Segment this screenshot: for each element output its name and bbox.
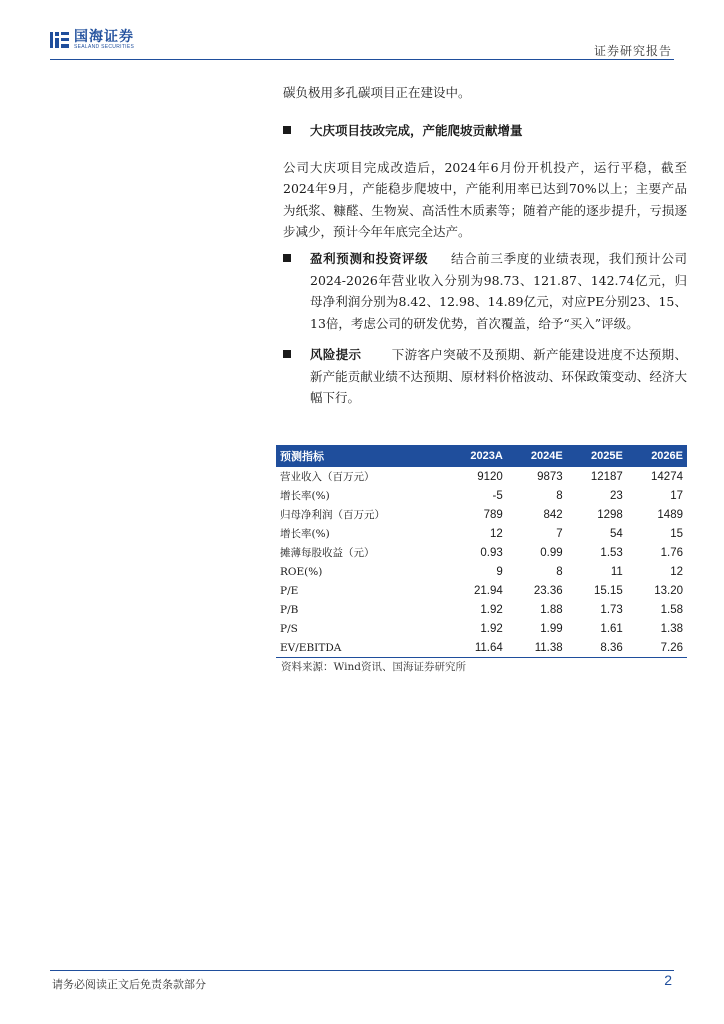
table-cell: 9120 — [477, 470, 503, 483]
table-header-cell: 预测指标 — [276, 445, 446, 467]
section-heading — [283, 120, 687, 142]
bullet-square-icon — [283, 350, 291, 358]
row-label: 增长率(%) — [280, 490, 330, 502]
page-number: 2 — [664, 972, 672, 988]
intro-text: 碳负极用多孔碳项目正在建设中。 — [283, 85, 471, 100]
table-cell: 1.76 — [660, 546, 683, 559]
table-cell: 1298 — [597, 508, 623, 521]
section-title: 大庆项目技改完成，产能爬坡贡献增量 — [310, 123, 523, 138]
section-body: 下游客户突破不及预期、新产能建设进度不达预期、新产能贡献业绩不达预期、原材料价格波动、环保政策变动、经济大幅下行。 — [310, 347, 687, 405]
section-heading — [283, 344, 687, 409]
table-cell: 789 — [483, 508, 503, 521]
report-type-label: 证券研究报告 — [593, 44, 672, 58]
table-cell: 1.61 — [600, 622, 623, 635]
table-cell: 7.26 — [627, 638, 687, 658]
footer-divider — [50, 970, 674, 971]
section-heading — [283, 248, 687, 334]
table-row — [276, 619, 687, 638]
table-cell: 8 — [556, 565, 563, 578]
row-label: 归母净利润（百万元） — [280, 509, 385, 521]
table-row — [276, 543, 687, 562]
row-label: 摊薄每股收益（元） — [280, 547, 375, 559]
table-row — [276, 505, 687, 524]
logo-name-en: SEALAND SECURITIES — [74, 44, 135, 50]
section-body: 公司大庆项目完成改造后，2024年6月份开机投产，运行平稳，截至2024年9月，产能稳步爬坡中，产能利用率已达到70%以上；主要产品为纸浆、糠醛、生物炭、高活性木质素等；随着产能的逐步提升，亏损逐步减少，预计今年年底完全达产。 — [283, 159, 687, 239]
table-cell: 1.99 — [540, 622, 563, 635]
table-row — [276, 600, 687, 619]
table-cell: 0.99 — [540, 546, 563, 559]
table-cell: 17 — [670, 489, 683, 502]
row-label: EV/EBITDA — [276, 638, 446, 658]
table-cell: 11.38 — [507, 638, 567, 658]
table-cell: 23 — [610, 489, 623, 502]
table-header-row — [276, 445, 687, 467]
table-cell: 15 — [670, 527, 683, 540]
table-cell: 1.92 — [480, 622, 503, 635]
section-title: 盈利预测和投资评级 — [310, 251, 429, 266]
logo-name-cn: 国海证券 — [74, 29, 134, 45]
table-row — [276, 581, 687, 600]
table-cell: 12 — [489, 527, 503, 540]
table-cell: 9 — [496, 565, 503, 578]
intro-block — [283, 82, 687, 104]
table-cell: 14274 — [651, 470, 683, 483]
table-cell: 1.92 — [480, 603, 503, 616]
table-cell: 12 — [670, 565, 683, 578]
table-cell: 12187 — [590, 470, 623, 483]
table-row — [276, 562, 687, 581]
section-risk — [283, 344, 687, 409]
table-cell: -5 — [492, 489, 503, 502]
table-row — [276, 486, 687, 505]
table-header-cell: 2023A — [446, 445, 507, 467]
table-cell: 842 — [543, 508, 563, 521]
forecast-table — [276, 445, 687, 658]
table-cell: 1.58 — [660, 603, 683, 616]
table-header-cell: 2026E — [627, 445, 687, 467]
table-cell: 8 — [556, 489, 563, 502]
logo-mark-icon — [50, 30, 70, 50]
table-cell: 8.36 — [567, 638, 627, 658]
table-cell: 23.36 — [533, 584, 563, 597]
section-daqing — [283, 120, 687, 243]
company-logo — [50, 30, 134, 50]
bullet-square-icon — [283, 254, 291, 262]
section-body: 结合前三季度的业绩表现，我们预计公司2024-2026年营业收入分别为98.73、121.87、142.74亿元，归母净利润分别为8.42、12.98、14.89亿元，对应PE分别23、15、13倍，考虑公司的研发优势，首次覆盖，给予“买入”评级。 — [310, 251, 687, 331]
table-header-cell: 2024E — [507, 445, 567, 467]
table-cell: 1.53 — [600, 546, 623, 559]
row-label: 营业收入（百万元） — [280, 471, 375, 483]
footer-disclaimer: 请务必阅读正文后免责条款部分 — [52, 978, 206, 991]
row-label: P/E — [280, 584, 299, 597]
section-forecast — [283, 248, 687, 334]
table-header-cell: 2025E — [567, 445, 627, 467]
table-cell: 15.15 — [594, 584, 623, 597]
table-cell: 1489 — [657, 508, 683, 521]
row-label: 增长率(%) — [280, 528, 330, 540]
table-row — [276, 524, 687, 543]
table-cell: 9873 — [537, 470, 563, 483]
table-cell: 11 — [610, 565, 623, 578]
table-cell: 1.88 — [540, 603, 563, 616]
table-source-note: 资料来源：Wind资讯、国海证券研究所 — [281, 661, 466, 673]
row-label: P/B — [280, 603, 299, 616]
table-row — [276, 638, 687, 658]
table-cell: 11.64 — [446, 638, 507, 658]
table-cell: 54 — [610, 527, 623, 540]
table-row — [276, 467, 687, 486]
table-cell: 0.93 — [480, 546, 503, 559]
section-title: 风险提示 — [310, 347, 362, 362]
table-cell: 21.94 — [474, 584, 503, 597]
header-divider — [50, 59, 674, 60]
row-label: ROE(%) — [280, 565, 323, 578]
table-cell: 7 — [556, 527, 563, 540]
bullet-square-icon — [283, 126, 291, 134]
table-cell: 1.73 — [600, 603, 623, 616]
row-label: P/S — [280, 622, 298, 635]
table-cell: 13.20 — [654, 584, 683, 597]
table-cell: 1.38 — [660, 622, 683, 635]
